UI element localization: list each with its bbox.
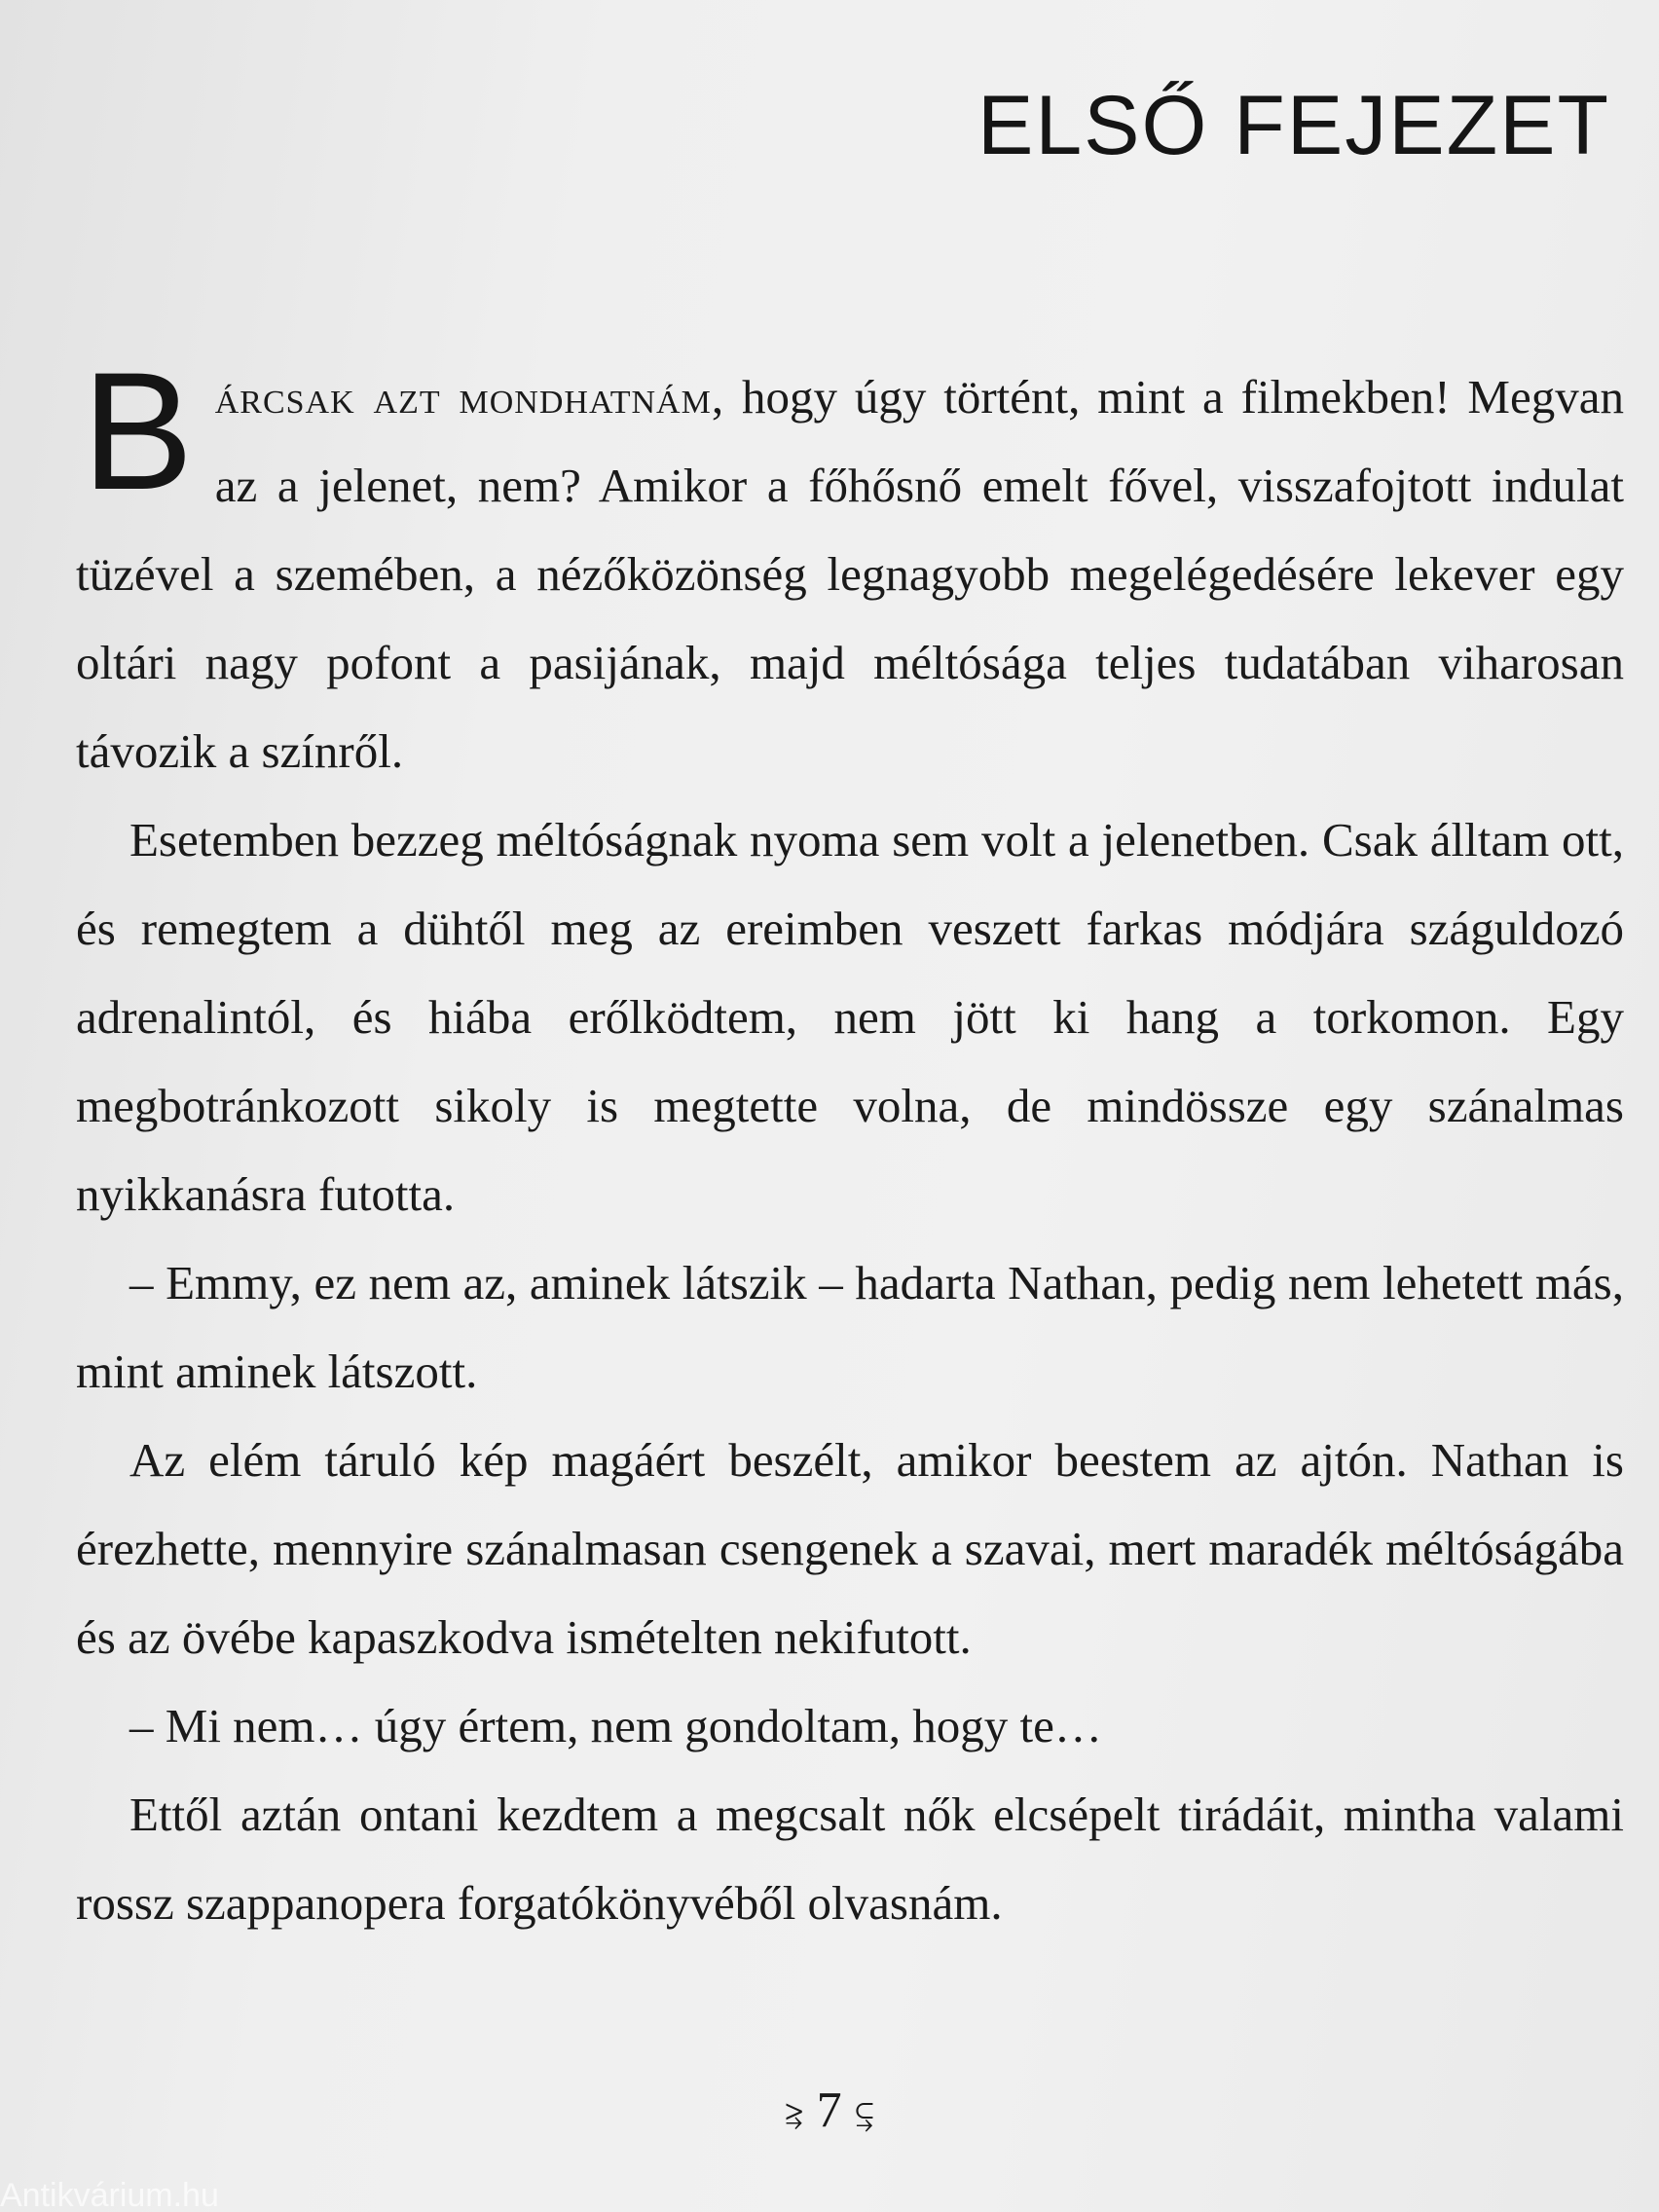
ornament-left-icon: ⥸ (785, 2096, 803, 2132)
paragraph: Az elém táruló kép magáért beszélt, amikor beestem az ajtón. Nathan is érezhette, mennyire szánalmasan csengenek a szavai, mert maradék méltóságába és az övébe kapaszkodva ismételten nekifutott. (76, 1433, 1624, 1664)
watermark: Antikvárium.hu (0, 2177, 219, 2212)
dialogue-line: – Emmy, ez nem az, aminek látszik – hadarta Nathan, pedig nem lehetett más, mint aminek látszott. (76, 1256, 1624, 1398)
page-number: 7 (816, 2083, 842, 2138)
page-footer (0, 2082, 1659, 2139)
opening-smallcaps: árcsak azt mondhatnám, (214, 370, 725, 424)
opening-paragraph (76, 338, 1624, 795)
paragraph: Esetemben bezzeg méltóságnak nyoma sem volt a jelenetben. Csak álltam ott, és remegtem a dühtől meg az ereimben veszett farkas módjára száguldozó adrenalintól, és hiába erőlködtem, nem jött ki hang a torkomon. Egy megbotránkozott sikoly is megtette volna, de mindössze egy szánalmas nyikkanásra futotta. (76, 813, 1624, 1221)
ornament-right-icon: ⥹ (855, 2096, 874, 2132)
paragraph-text: hogy úgy történt, mint a filmekben! Megvan az a jelenet, nem? Amikor a főhősnő emelt fővel, visszafojtott indulat tüzével a szemében, a nézőközönség legnagyobb megelégedésére lekever egy oltári nagy pofont a pasijának, majd méltósága teljes tudatában viharosan távozik a színről. (76, 370, 1624, 778)
chapter-title: ELSŐ FEJEZET (977, 79, 1610, 172)
dialogue-line: – Mi nem… úgy értem, nem gondoltam, hogy te… (129, 1699, 1102, 1752)
paragraph: Ettől aztán ontani kezdtem a megcsalt nők elcsépelt tirádáit, mintha valami rossz szappanopera forgatókönyvéből olvasnám. (76, 1788, 1624, 1930)
drop-cap: B (82, 338, 194, 525)
body-text (76, 338, 1624, 1947)
